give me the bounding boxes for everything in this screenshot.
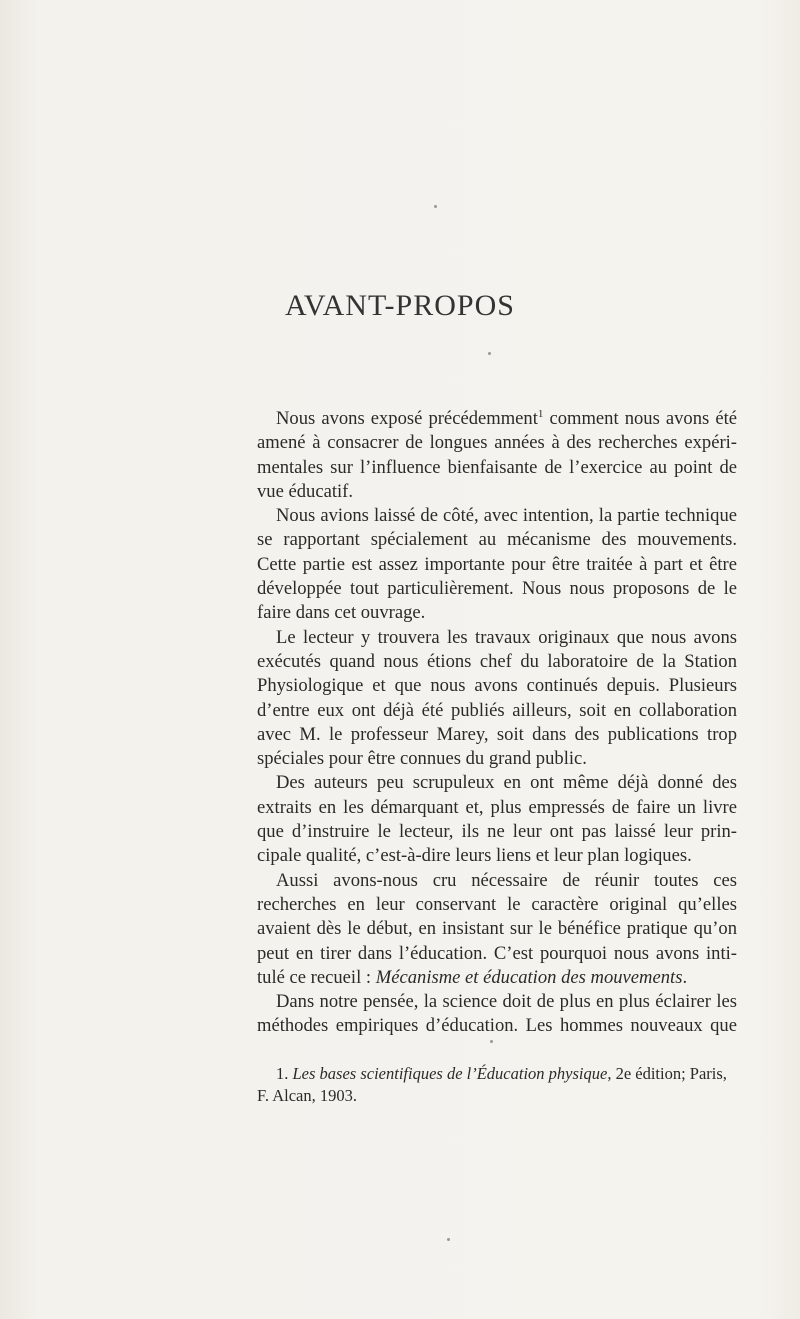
text-fragment: Nous avons exposé précédemment — [276, 408, 538, 429]
text-line: faire dans cet ouvrage. — [257, 602, 426, 624]
speck — [488, 352, 491, 355]
book-title: Mécanisme et éducation des mouvements — [375, 966, 683, 988]
text-line — [257, 407, 737, 431]
footnote-number: 1 — [276, 1064, 285, 1083]
text-line: spéciales pour être connues du grand public. — [257, 748, 587, 770]
footnote — [257, 1063, 737, 1107]
text-line: recherches en leur conservant le caractère original qu’elles — [257, 893, 737, 915]
text-fragment: comment nous avons été — [543, 408, 737, 429]
text-line: Nous avions laissé de côté, avec intention, la partie technique — [276, 505, 737, 527]
text-fragment: tulé ce recueil : — [257, 966, 376, 988]
speck — [447, 1238, 450, 1241]
text-line: que d’instruire le lecteur, ils ne leur ont pas laissé leur prin- — [257, 821, 737, 843]
text-line: Cette partie est assez importante pour être traitée à part et être — [257, 553, 737, 575]
footnote-text: , 2e édition; Paris, — [607, 1064, 727, 1083]
text-line: méthodes empiriques d’éducation. Les hommes nouveaux que — [257, 1015, 737, 1037]
text-line: Le lecteur y trouvera les travaux originaux que nous avons — [276, 626, 737, 648]
text-line: développée tout particulièrement. Nous nous proposons de le — [257, 578, 737, 600]
text-line: vue éducatif. — [257, 480, 354, 502]
text-line: Des auteurs peu scrupuleux en ont même déjà donné des — [276, 772, 737, 794]
text-line: peut en tirer dans l’éducation. C’est pourquoi nous avons inti- — [257, 942, 737, 964]
text-line: amené à consacrer de longues années à des recherches expéri- — [257, 432, 737, 454]
text-line: exécutés quand nous étions chef du laboratoire de la Station — [257, 650, 737, 672]
text-line: mentales sur l’influence bienfaisante de l’exercice au point de — [257, 456, 737, 478]
footnote-book-title: Les bases scientifiques de l’Éducation physique — [292, 1064, 608, 1083]
speck — [434, 205, 437, 208]
footnote-line: F. Alcan, 1903. — [257, 1086, 357, 1105]
text-line: avec M. le professeur Marey, soit dans des publications trop — [257, 723, 737, 745]
text-line: d’entre eux ont déjà été publiés ailleurs, soit en collaboration — [257, 699, 737, 721]
text-line: Physiologique et que nous avons continués depuis. Plusieurs — [257, 675, 737, 697]
text-line: Aussi avons-nous cru nécessaire de réunir toutes ces — [276, 869, 737, 891]
text-line: extraits en les démarquant et, plus empressés de faire un livre — [257, 796, 737, 818]
footnote-ref: 1 — [537, 407, 544, 420]
text-line: Dans notre pensée, la science doit de plus en plus éclairer les — [276, 991, 737, 1013]
body-text — [257, 407, 737, 1039]
text-line: cipale qualité, c’est-à-dire leurs liens et leur plan logiques. — [257, 845, 692, 867]
speck — [490, 1040, 493, 1043]
text-line: avaient dès le début, en insistant sur le bénéfice pratique qu’on — [257, 918, 737, 940]
page-title: AVANT-PROPOS — [285, 289, 515, 322]
text-fragment: . — [682, 966, 688, 988]
text-line — [257, 966, 737, 990]
text-line: se rapportant spécialement au mécanisme des mouvements. — [257, 529, 737, 551]
footnote-line: 1. Les bases scientifiques de l’Éducation physique, 2e édition; Paris, — [276, 1064, 727, 1083]
